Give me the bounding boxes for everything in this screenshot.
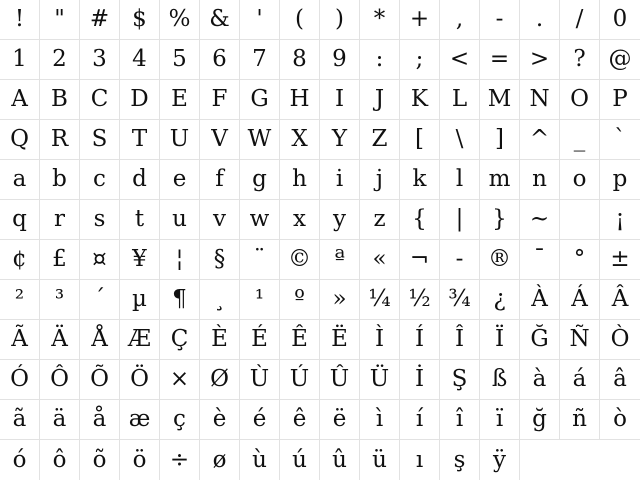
glyph-cell[interactable]: P [600,80,640,120]
glyph-cell[interactable]: 8 [280,40,320,80]
glyph-cell[interactable]: Ñ [560,320,600,360]
glyph-cell[interactable]: Ş [440,360,480,400]
glyph-cell[interactable]: ô [40,440,80,480]
glyph-cell[interactable]: _ [560,120,600,160]
glyph-cell[interactable]: ² [0,280,40,320]
glyph-cell[interactable]: ' [240,0,280,40]
glyph-cell[interactable]: N [520,80,560,120]
empty-cell [600,440,640,480]
glyph-cell[interactable]: % [160,0,200,40]
glyph-cell[interactable]: S [80,120,120,160]
glyph-cell[interactable]: ÿ [480,440,520,480]
glyph-cell[interactable]: ¼ [360,280,400,320]
glyph-cell[interactable]: - [480,0,520,40]
glyph-cell[interactable]: 7 [240,40,280,80]
glyph-cell[interactable]: j [360,160,400,200]
glyph-cell[interactable]: & [200,0,240,40]
glyph-cell[interactable]: 0 [600,0,640,40]
glyph-cell[interactable]: Å [80,320,120,360]
glyph-cell[interactable]: Â [600,280,640,320]
glyph-cell[interactable]: û [320,440,360,480]
glyph-cell[interactable]: ; [400,40,440,80]
glyph-cell[interactable]: ç [160,400,200,440]
glyph-cell[interactable]: ã [0,400,40,440]
glyph-cell[interactable]: 5 [160,40,200,80]
glyph-cell[interactable]: ` [600,120,640,160]
glyph-cell[interactable]: b [40,160,80,200]
glyph-cell[interactable]: E [160,80,200,120]
glyph-cell[interactable]: Æ [120,320,160,360]
blank-glyph-cell[interactable] [560,200,600,240]
glyph-cell[interactable]: ¯ [520,240,560,280]
glyph-cell[interactable]: ó [0,440,40,480]
glyph-cell[interactable]: < [440,40,480,80]
glyph-cell[interactable]: é [240,400,280,440]
glyph-cell[interactable]: f [200,160,240,200]
glyph-cell[interactable]: R [40,120,80,160]
glyph-cell[interactable]: Ï [480,320,520,360]
glyph-cell[interactable]: + [400,0,440,40]
glyph-cell[interactable]: " [40,0,80,40]
glyph-cell[interactable]: Ë [320,320,360,360]
glyph-cell[interactable]: C [80,80,120,120]
glyph-cell[interactable]: F [200,80,240,120]
glyph-cell[interactable]: ] [480,120,520,160]
glyph-cell[interactable]: O [560,80,600,120]
glyph-cell[interactable]: İ [400,360,440,400]
glyph-cell[interactable]: Í [400,320,440,360]
glyph-cell[interactable]: X [280,120,320,160]
glyph-cell[interactable]: : [360,40,400,80]
glyph-cell[interactable]: æ [120,400,160,440]
glyph-cell[interactable]: ü [360,440,400,480]
glyph-cell[interactable]: ë [320,400,360,440]
glyph-cell[interactable]: J [360,80,400,120]
glyph-cell[interactable]: ¹ [240,280,280,320]
empty-cell [520,440,560,480]
glyph-cell[interactable]: ª [320,240,360,280]
glyph-cell[interactable]: ¬ [400,240,440,280]
glyph-cell[interactable]: Ò [600,320,640,360]
glyph-cell[interactable]: U [160,120,200,160]
glyph-cell[interactable]: k [400,160,440,200]
glyph-cell[interactable]: / [560,0,600,40]
glyph-cell[interactable]: a [0,160,40,200]
glyph-cell[interactable]: Ì [360,320,400,360]
glyph-cell[interactable]: ß [480,360,520,400]
glyph-cell[interactable]: § [200,240,240,280]
glyph-cell[interactable]: 6 [200,40,240,80]
glyph-cell[interactable]: 9 [320,40,360,80]
glyph-cell[interactable]: Ú [280,360,320,400]
glyph-cell[interactable]: l [440,160,480,200]
glyph-cell[interactable]: > [520,40,560,80]
glyph-cell[interactable]: V [200,120,240,160]
glyph-cell[interactable]: x [280,200,320,240]
glyph-cell[interactable]: [ [400,120,440,160]
glyph-cell[interactable]: ± [600,240,640,280]
glyph-cell[interactable]: ´ [80,280,120,320]
glyph-cell[interactable]: ¸ [200,280,240,320]
glyph-cell[interactable]: A [0,80,40,120]
glyph-cell[interactable]: Ê [280,320,320,360]
glyph-cell[interactable]: Ó [0,360,40,400]
glyph-cell[interactable]: Á [560,280,600,320]
glyph-cell[interactable]: ÷ [160,440,200,480]
glyph-cell[interactable]: Ç [160,320,200,360]
glyph-cell[interactable]: Ù [240,360,280,400]
glyph-cell[interactable]: y [320,200,360,240]
glyph-cell[interactable]: M [480,80,520,120]
glyph-cell[interactable]: , [440,0,480,40]
glyph-cell[interactable]: B [40,80,80,120]
glyph-cell[interactable]: s [80,200,120,240]
glyph-cell[interactable]: ¿ [480,280,520,320]
glyph-cell[interactable]: t [120,200,160,240]
glyph-cell[interactable]: ¢ [0,240,40,280]
glyph-cell[interactable]: Ã [0,320,40,360]
glyph-cell[interactable]: Ô [40,360,80,400]
glyph-cell[interactable]: * [360,0,400,40]
glyph-cell[interactable]: â [600,360,640,400]
glyph-cell[interactable]: @ [600,40,640,80]
glyph-cell[interactable]: ò [600,400,640,440]
glyph-cell[interactable]: T [120,120,160,160]
glyph-cell[interactable]: v [200,200,240,240]
glyph-cell[interactable]: ñ [560,400,600,440]
glyph-cell[interactable]: ú [280,440,320,480]
glyph-cell[interactable]: Z [360,120,400,160]
glyph-cell[interactable]: Y [320,120,360,160]
glyph-cell[interactable]: È [200,320,240,360]
glyph-cell[interactable]: Õ [80,360,120,400]
glyph-cell[interactable]: \ [440,120,480,160]
glyph-cell[interactable]: $ [120,0,160,40]
glyph-cell[interactable]: 1 [0,40,40,80]
glyph-cell[interactable]: ì [360,400,400,440]
glyph-cell[interactable]: Ö [120,360,160,400]
glyph-cell[interactable]: 3 [80,40,120,80]
glyph-cell[interactable]: Ø [200,360,240,400]
glyph-cell[interactable]: q [0,200,40,240]
glyph-cell[interactable]: ! [0,0,40,40]
glyph-cell[interactable]: î [440,400,480,440]
glyph-cell[interactable]: ^ [520,120,560,160]
glyph-cell[interactable]: ¡ [600,200,640,240]
glyph-cell[interactable]: å [80,400,120,440]
glyph-cell[interactable]: õ [80,440,120,480]
glyph-cell[interactable]: ù [240,440,280,480]
glyph-cell[interactable]: e [160,160,200,200]
glyph-cell[interactable]: à [520,360,560,400]
glyph-cell[interactable]: © [280,240,320,280]
glyph-cell[interactable]: ï [480,400,520,440]
glyph-cell[interactable]: Q [0,120,40,160]
glyph-cell[interactable]: ° [560,240,600,280]
glyph-cell[interactable]: D [120,80,160,120]
glyph-cell[interactable]: g [240,160,280,200]
glyph-cell[interactable]: ( [280,0,320,40]
glyph-cell[interactable]: . [520,0,560,40]
glyph-cell[interactable]: ¶ [160,280,200,320]
glyph-cell[interactable]: z [360,200,400,240]
glyph-cell[interactable]: I [320,80,360,120]
glyph-cell[interactable]: H [280,80,320,120]
glyph-cell[interactable]: { [400,200,440,240]
glyph-cell[interactable]: á [560,360,600,400]
glyph-cell[interactable]: # [80,0,120,40]
glyph-cell[interactable]: ş [440,440,480,480]
glyph-cell[interactable]: º [280,280,320,320]
glyph-cell[interactable]: Î [440,320,480,360]
glyph-cell[interactable]: × [160,360,200,400]
glyph-cell[interactable]: d [120,160,160,200]
glyph-cell[interactable]: ~ [520,200,560,240]
glyph-cell[interactable]: c [80,160,120,200]
glyph-cell[interactable]: « [360,240,400,280]
glyph-cell[interactable]: ³ [40,280,80,320]
glyph-cell[interactable]: £ [40,240,80,280]
glyph-cell[interactable]: G [240,80,280,120]
glyph-cell[interactable]: Ğ [520,320,560,360]
glyph-cell[interactable]: É [240,320,280,360]
glyph-cell[interactable]: W [240,120,280,160]
empty-cell [560,440,600,480]
glyph-cell[interactable]: K [400,80,440,120]
glyph-cell[interactable]: n [520,160,560,200]
glyph-cell[interactable]: - [440,240,480,280]
glyph-cell[interactable]: ? [560,40,600,80]
glyph-cell[interactable]: Û [320,360,360,400]
glyph-cell[interactable]: ¦ [160,240,200,280]
glyph-cell[interactable]: Ü [360,360,400,400]
glyph-cell[interactable]: » [320,280,360,320]
glyph-cell[interactable]: } [480,200,520,240]
glyph-cell[interactable]: ¨ [240,240,280,280]
glyph-cell[interactable]: í [400,400,440,440]
glyph-cell[interactable]: w [240,200,280,240]
glyph-cell[interactable]: µ [120,280,160,320]
glyph-cell[interactable]: | [440,200,480,240]
glyph-cell[interactable]: ö [120,440,160,480]
glyph-cell[interactable]: L [440,80,480,120]
glyph-cell[interactable]: ø [200,440,240,480]
glyph-cell[interactable]: h [280,160,320,200]
glyph-cell[interactable]: ¥ [120,240,160,280]
glyph-cell[interactable]: ğ [520,400,560,440]
glyph-cell[interactable]: u [160,200,200,240]
glyph-cell[interactable]: è [200,400,240,440]
glyph-cell[interactable]: 2 [40,40,80,80]
glyph-cell[interactable]: m [480,160,520,200]
glyph-cell[interactable]: ½ [400,280,440,320]
glyph-cell[interactable]: ı [400,440,440,480]
glyph-cell[interactable]: ) [320,0,360,40]
glyph-cell[interactable]: ® [480,240,520,280]
glyph-cell[interactable]: r [40,200,80,240]
glyph-cell[interactable]: ê [280,400,320,440]
glyph-cell[interactable]: ¾ [440,280,480,320]
glyph-cell[interactable]: i [320,160,360,200]
glyph-cell[interactable]: 4 [120,40,160,80]
glyph-cell[interactable]: p [600,160,640,200]
glyph-cell[interactable]: = [480,40,520,80]
glyph-cell[interactable]: o [560,160,600,200]
glyph-cell[interactable]: À [520,280,560,320]
glyph-cell[interactable]: ä [40,400,80,440]
glyph-cell[interactable]: ¤ [80,240,120,280]
glyph-cell[interactable]: Ä [40,320,80,360]
